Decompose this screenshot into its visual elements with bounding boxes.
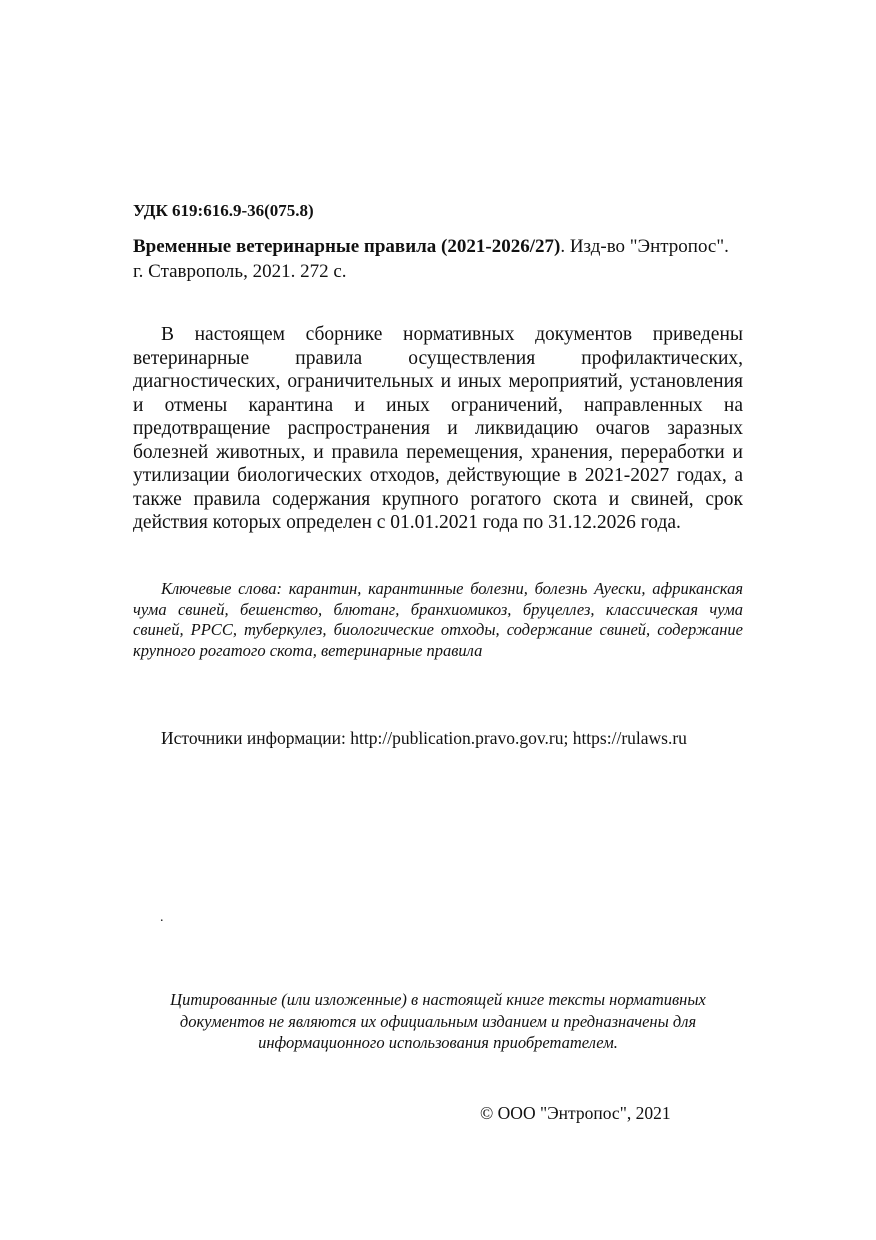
information-sources: Источники информации: http://publication.pravo.gov.ru; https://rulaws.ru xyxy=(161,728,687,748)
annotation-paragraph: В настоящем сборнике нормативных документов приведены ветеринарные правила осуществления профилактических, диагностических, ограничительных и иных мероприятий, установления и отмены карантина и иных ограничений, направленных на предотвращение распространения и ликвидацию очагов заразных болезней животных, и правила перемещения, хранения, переработки и утилизации биологических отходов, действующие в 2021-2027 годах, а также правила содержания крупного рогатого скота и свиней, срок действия которых определен с 01.01.2021 года по 31.12.2026 года. xyxy=(133,324,743,533)
publication-place: г. Ставрополь, 2021. 272 с. xyxy=(133,261,347,282)
publisher: . Изд-во "Энтропос". xyxy=(560,236,729,257)
copyright-notice: © ООО "Энтропос", 2021 xyxy=(480,1103,671,1123)
disclaimer-paragraph: Цитированные (или изложенные) в настоящей книге тексты нормативных документов не являются их официальным изданием и предназначены для информационного использования приобретателем. xyxy=(170,990,706,1052)
udk-code: УДК 619:616.9-36(075.8) xyxy=(133,201,314,220)
book-title: Временные ветеринарные правила (2021-2026/27) xyxy=(133,236,561,257)
stray-dot: . xyxy=(160,910,164,925)
bibliographic-record xyxy=(133,234,748,284)
keywords-paragraph: Ключевые слова: карантин, карантинные болезни, болезнь Ауески, африканская чума свиней, бешенство, блютанг, бранхиомикоз, бруцеллез, классическая чума свиней, РРСС, туберкулез, биологические отходы, содержание свиней, содержание крупного рогатого скота, ветеринарные правила xyxy=(133,579,743,660)
